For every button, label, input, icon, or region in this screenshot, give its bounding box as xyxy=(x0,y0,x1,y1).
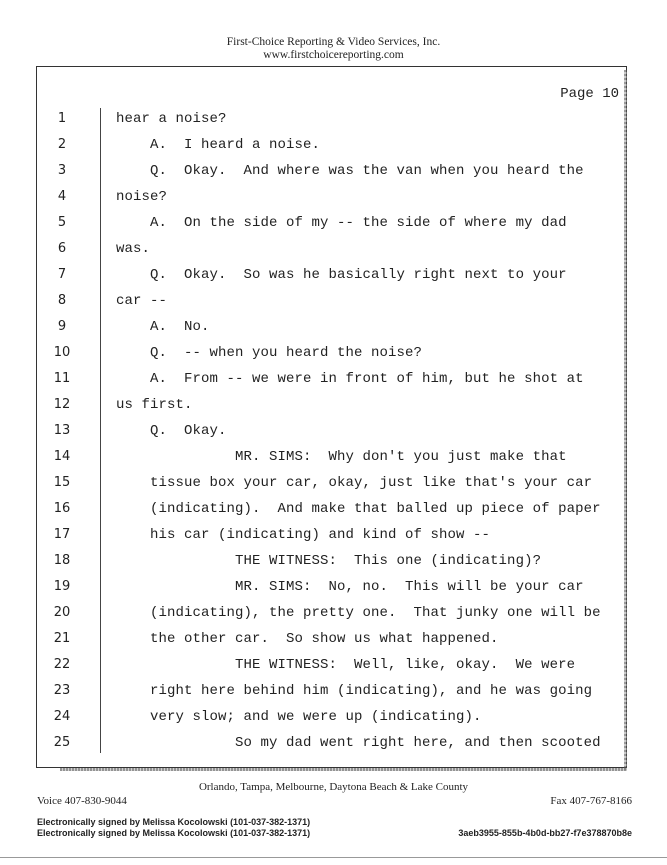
line-number: 21 xyxy=(53,631,71,646)
line-number: 2 xyxy=(57,137,67,152)
line-number: 13 xyxy=(53,423,71,438)
line-text: A. No. xyxy=(116,319,210,335)
line-number: 8 xyxy=(57,293,67,308)
line-number: 18 xyxy=(53,553,71,568)
line-text: tissue box your car, okay, just like that's your car xyxy=(116,475,593,491)
line-text: (indicating), the pretty one. That junky one will be xyxy=(116,605,601,621)
transcript-line xyxy=(36,471,627,497)
line-number: 15 xyxy=(53,475,71,490)
transcript-line xyxy=(36,679,627,705)
line-number: 19 xyxy=(53,579,71,594)
line-text: car -- xyxy=(116,293,168,309)
transcript-line xyxy=(36,497,627,523)
company-name: First-Choice Reporting & Video Services, Inc. xyxy=(226,36,441,48)
line-text: A. On the side of my -- the side of where my dad xyxy=(116,215,567,231)
line-text: was. xyxy=(116,241,151,257)
line-text: his car (indicating) and kind of show -- xyxy=(116,527,491,543)
transcript-line xyxy=(36,367,627,393)
footer-rule xyxy=(60,768,627,771)
transcript-line xyxy=(36,107,627,133)
electronic-signature: Electronically signed by Melissa Kocolowski (101-037-382-1371) xyxy=(37,817,311,827)
transcript-line xyxy=(36,185,627,211)
transcript-line xyxy=(36,237,627,263)
transcript-line xyxy=(36,705,627,731)
line-text: hear a noise? xyxy=(116,111,227,127)
transcript-line xyxy=(36,445,627,471)
transcript-line xyxy=(36,523,627,549)
line-text: noise? xyxy=(116,189,168,205)
footer-locations: Orlando, Tampa, Melbourne, Daytona Beach & Lake County xyxy=(198,781,469,793)
line-text: So my dad went right here, and then scooted xyxy=(116,735,601,751)
line-number: 6 xyxy=(57,241,67,256)
line-text: Q. -- when you heard the noise? xyxy=(116,345,423,361)
transcript-line xyxy=(36,549,627,575)
line-text: Q. Okay. xyxy=(116,423,227,439)
voice-number: Voice 407-830-9044 xyxy=(37,795,127,807)
transcript-lines xyxy=(36,107,627,757)
bottom-rule xyxy=(0,857,667,858)
line-text: A. From -- we were in front of him, but he shot at xyxy=(116,371,584,387)
transcript-line xyxy=(36,393,627,419)
transcript-line xyxy=(36,731,627,757)
line-text: MR. SIMS: Why don't you just make that xyxy=(116,449,567,465)
line-number: 22 xyxy=(53,657,71,672)
line-number: 14 xyxy=(53,449,71,464)
line-number: 4 xyxy=(57,189,67,204)
line-number: 9 xyxy=(57,319,67,334)
page-number: Page 10 xyxy=(560,86,619,102)
line-number: 12 xyxy=(53,397,71,412)
transcript-line xyxy=(36,575,627,601)
line-text: THE WITNESS: This one (indicating)? xyxy=(116,553,542,569)
line-text: right here behind him (indicating), and he was going xyxy=(116,683,593,699)
line-text: us first. xyxy=(116,397,193,413)
electronic-signature: Electronically signed by Melissa Kocolowski (101-037-382-1371) xyxy=(37,828,311,838)
transcript-line xyxy=(36,627,627,653)
line-number: 1 xyxy=(57,111,67,126)
line-text: Q. Okay. So was he basically right next to your xyxy=(116,267,567,283)
document-hash: 3aeb3955-855b-4b0d-bb27-f7e378870b8e xyxy=(458,828,632,838)
line-number: 16 xyxy=(53,501,71,516)
line-number: 24 xyxy=(53,709,71,724)
line-text: Q. Okay. And where was the van when you heard the xyxy=(116,163,584,179)
line-number: 25 xyxy=(53,735,71,750)
line-text: A. I heard a noise. xyxy=(116,137,321,153)
line-number: 7 xyxy=(57,267,67,282)
line-number: 23 xyxy=(53,683,71,698)
line-number: 3 xyxy=(57,163,67,178)
transcript-line xyxy=(36,133,627,159)
line-number: 20 xyxy=(53,605,71,620)
line-text: MR. SIMS: No, no. This will be your car xyxy=(116,579,584,595)
line-text: the other car. So show us what happened. xyxy=(116,631,499,647)
company-website: www.firstchoicereporting.com xyxy=(263,49,404,61)
transcript-line xyxy=(36,159,627,185)
transcript-line xyxy=(36,601,627,627)
page-header xyxy=(0,36,667,62)
line-text: THE WITNESS: Well, like, okay. We were xyxy=(116,657,576,673)
transcript-line xyxy=(36,289,627,315)
fax-number: Fax 407-767-8166 xyxy=(550,795,632,807)
line-text: very slow; and we were up (indicating). xyxy=(116,709,482,725)
transcript-line xyxy=(36,419,627,445)
transcript-line xyxy=(36,315,627,341)
line-number: 17 xyxy=(53,527,71,542)
line-text: (indicating). And make that balled up piece of paper xyxy=(116,501,601,517)
line-number: 11 xyxy=(53,371,71,386)
transcript-line xyxy=(36,341,627,367)
line-number: 10 xyxy=(53,345,71,360)
transcript-line xyxy=(36,211,627,237)
line-number: 5 xyxy=(57,215,67,230)
transcript-line xyxy=(36,263,627,289)
transcript-line xyxy=(36,653,627,679)
